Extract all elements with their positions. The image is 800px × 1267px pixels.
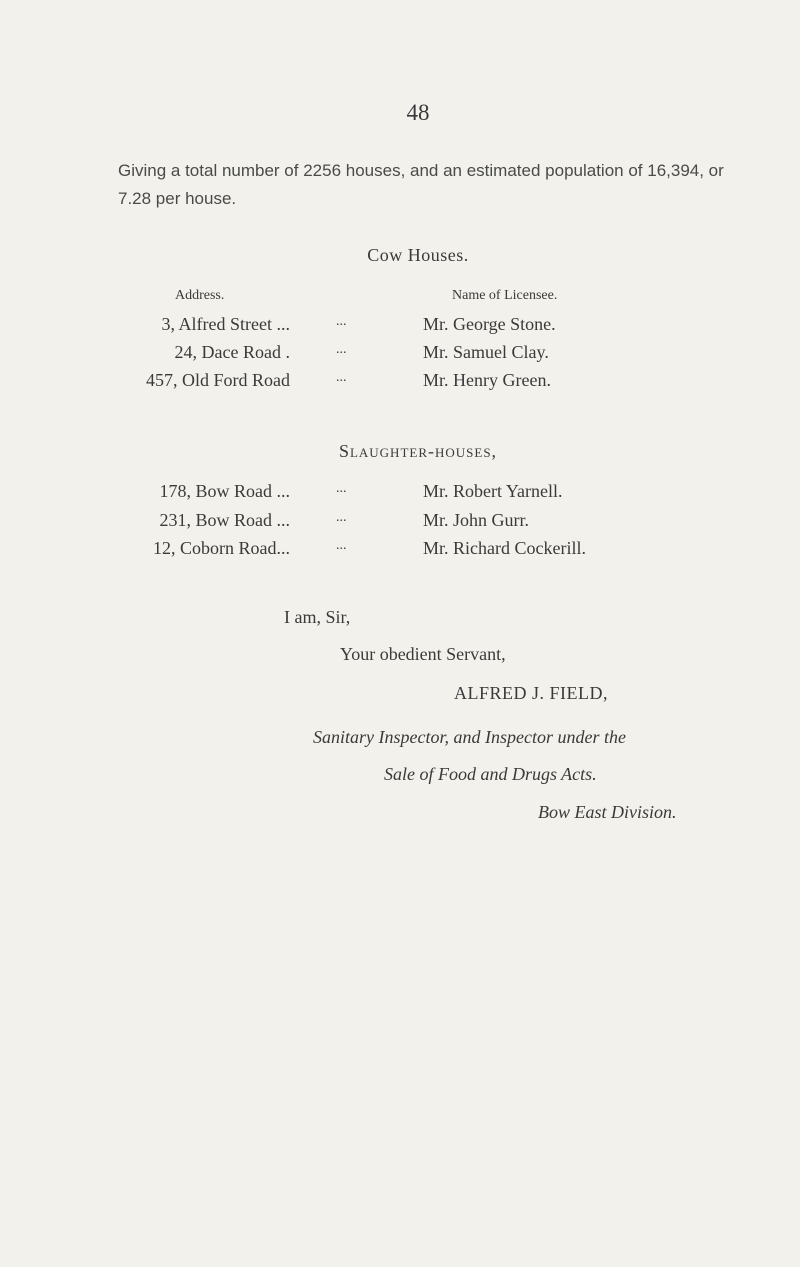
row-leader-dots: ... [336,370,347,385]
row-licensee: Mr. Samuel Clay. [423,342,549,362]
address-column-header: Address. [175,288,225,303]
signatory-name: ALFRED J. FIELD, [454,683,609,703]
table-row [0,510,800,538]
row-leader-dots: ... [336,510,347,525]
signatory-title-line2: Sale of Food and Drugs Acts. [384,764,597,784]
cow-houses-heading: Cow Houses. [367,245,469,265]
row-licensee: Mr. Robert Yarnell. [423,481,563,501]
slaughter-houses-heading: Slaughter-houses, [338,441,498,461]
closing: Your obedient Servant, [340,644,506,664]
row-address: 231, Bow Road ... [159,510,290,530]
row-address: 3, Alfred Street ... [161,314,290,334]
salutation: I am, Sir, [284,607,351,627]
row-leader-dots: ... [336,314,347,329]
row-leader-dots: ... [336,342,347,357]
table-row [0,342,800,370]
table-row [0,538,800,566]
intro-paragraph: Giving a total number of 2256 houses, and an estimated population of 16,394, or 7.28 per house. [118,161,724,208]
page-number: 48 [406,100,430,125]
row-leader-dots: ... [336,481,347,496]
table-row [0,370,800,398]
row-address: 12, Coborn Road... [153,538,290,558]
row-licensee: Mr. John Gurr. [423,510,530,530]
signatory-title-line1: Sanitary Inspector, and Inspector under the [313,727,626,747]
row-leader-dots: ... [336,538,347,553]
division: Bow East Division. [538,802,677,822]
row-licensee: Mr. Richard Cockerill. [423,538,586,558]
row-address: 178, Bow Road ... [159,481,290,501]
row-licensee: Mr. Henry Green. [423,370,551,390]
row-address: 24, Dace Road . [174,342,290,362]
table-row [0,314,800,342]
row-licensee: Mr. George Stone. [423,314,556,334]
row-address: 457, Old Ford Road [146,370,290,390]
licensee-column-header: Name of Licensee. [452,288,558,303]
table-row [0,481,800,509]
